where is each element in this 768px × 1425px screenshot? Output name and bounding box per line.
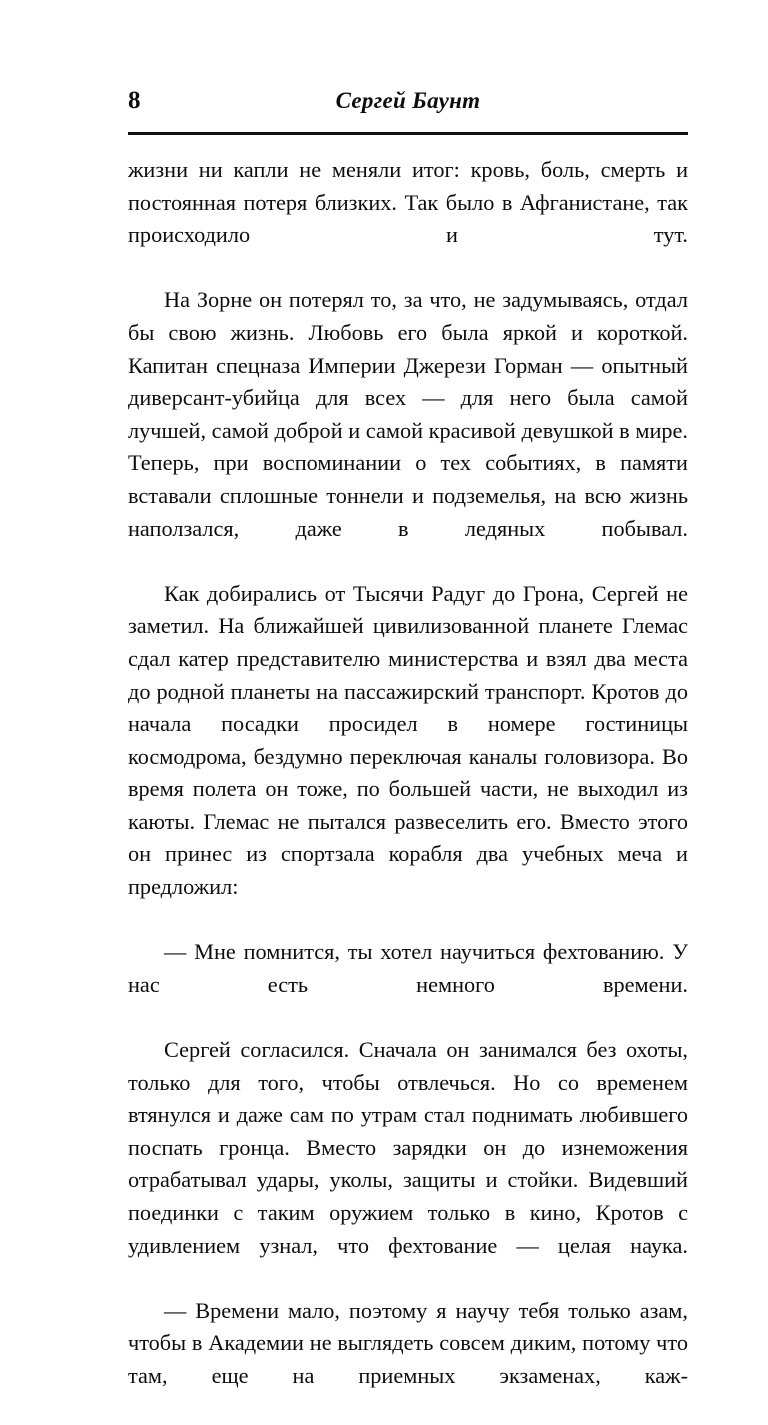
running-head-title: Сергей Баунт	[335, 88, 481, 113]
header-rule	[128, 132, 688, 135]
running-head	[128, 86, 688, 126]
paragraph: Как добирались от Тысячи Радуг до Грона, Сергей не заметил. На ближайшей цивилизованной планете Глемас сдал катер представителю министерства и взял два места до родной планеты на пассажирский транспорт. Кротов до начала посадки просидел в номере гостиницы космодрома, бездумно переключая каналы головизора. Во время полета он тоже, по большей части, не выходил из каюты. Глемас не пытался развеселить его. Вместо этого он принес из спортзала корабля два учебных меча и предложил:	[128, 580, 688, 900]
paragraph-dialogue: — Мне помнится, ты хотел научиться фехтованию. У нас есть немного времени.	[128, 939, 688, 997]
page-content	[128, 86, 688, 1388]
paragraph: На Зорне он потерял то, за что, не задумываясь, отдал бы свою жизнь. Любовь его была яркой и короткой. Капитан спецназа Империи Джерези Горман — опытный диверсант-убийца для всех — для него была самой лучшей, самой доброй и самой красивой девушкой в мире. Теперь, при воспоминании о тех событиях, в памяти вставали сплошные тоннели и подземелья, на всю жизнь наползался, даже в ледяных побывал.	[128, 287, 688, 541]
paragraph-dialogue: — Времени мало, поэтому я научу тебя только азам, чтобы в Академии не выглядеть совсем диким, потому что там, еще на приемных экзаменах, каж-	[128, 1297, 688, 1388]
page-number: 8	[128, 87, 141, 114]
body-text	[128, 154, 688, 1425]
paragraph: жизни ни капли не меняли итог: кровь, боль, смерть и постоянная потеря близких. Так было в Афганистане, так происходило и тут.	[128, 157, 688, 248]
paragraph: Сергей согласился. Сначала он занимался без охоты, только для того, чтобы отвлечься. Но со временем втянулся и даже сам по утрам стал поднимать любившего поспать гронца. Вместо зарядки он до изнеможения отрабатывал удары, уколы, защиты и стойки. Видевший поединки с таким оружием только в кино, Кротов с удивлением узнал, что фехтование — целая наука.	[128, 1037, 688, 1258]
